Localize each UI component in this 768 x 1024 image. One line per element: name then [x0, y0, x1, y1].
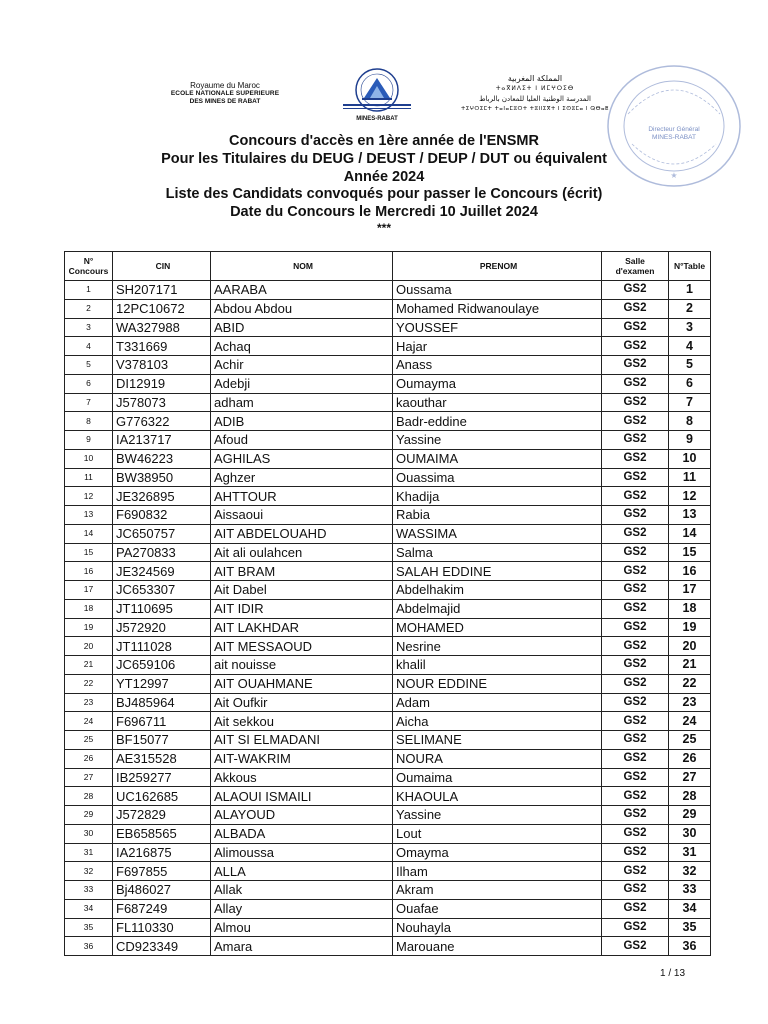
table-row [65, 899, 711, 918]
cell-table: 14 [669, 524, 711, 543]
cell-prenom: WASSIMA [393, 524, 602, 543]
cell-cin: JC650757 [113, 524, 211, 543]
cell-nom: AIT IDIR [211, 599, 393, 618]
cell-prenom: Abdelhakim [393, 581, 602, 600]
cell-salle: GS2 [602, 562, 669, 581]
cell-num: 22 [65, 674, 113, 693]
cell-nom: ALLA [211, 862, 393, 881]
cell-cin: G776322 [113, 412, 211, 431]
cell-prenom: Ouafae [393, 899, 602, 918]
cell-prenom: NOURA [393, 749, 602, 768]
cell-table: 27 [669, 768, 711, 787]
cell-cin: UC162685 [113, 787, 211, 806]
cell-prenom: Yassine [393, 806, 602, 825]
cell-nom: Afoud [211, 431, 393, 450]
cell-nom: Ait ali oulahcen [211, 543, 393, 562]
cell-num: 33 [65, 881, 113, 900]
cell-num: 5 [65, 356, 113, 375]
cell-table: 20 [669, 637, 711, 656]
cell-cin: BW38950 [113, 468, 211, 487]
cell-cin: J578073 [113, 393, 211, 412]
cell-prenom: NOUR EDDINE [393, 674, 602, 693]
cell-num: 19 [65, 618, 113, 637]
cell-table: 2 [669, 299, 711, 318]
cell-num: 7 [65, 393, 113, 412]
cell-num: 14 [65, 524, 113, 543]
table-row [65, 281, 711, 300]
header-num [65, 252, 113, 281]
cell-cin: J572829 [113, 806, 211, 825]
table-row [65, 356, 711, 375]
cell-num: 13 [65, 506, 113, 525]
cell-num: 6 [65, 374, 113, 393]
cell-nom: Ait Oufkir [211, 693, 393, 712]
cell-num: 24 [65, 712, 113, 731]
cell-num: 3 [65, 318, 113, 337]
cell-nom: AIT SI ELMADANI [211, 731, 393, 750]
cell-num: 9 [65, 431, 113, 450]
cell-nom: Achir [211, 356, 393, 375]
cell-num: 17 [65, 581, 113, 600]
cell-cin: IB259277 [113, 768, 211, 787]
cell-cin: F697855 [113, 862, 211, 881]
candidates-table [64, 251, 711, 956]
cell-cin: FL110330 [113, 918, 211, 937]
cell-num: 8 [65, 412, 113, 431]
table-row [65, 918, 711, 937]
cell-prenom: YOUSSEF [393, 318, 602, 337]
cell-table: 7 [669, 393, 711, 412]
cell-table: 16 [669, 562, 711, 581]
cell-salle: GS2 [602, 618, 669, 637]
school-name-tifinagh: ⵜⵉⵖⵔⵉⵎⵜ ⵜⴰⵏⴰⵎⵓⵔⵜ ⵜⵓⵏⵏⵉⴳⵜ ⵏ ⵉⵙⵓⵎⴰ ⵏ ⵕⴱⴰⵟ [461, 106, 609, 112]
cell-table: 23 [669, 693, 711, 712]
cell-salle: GS2 [602, 768, 669, 787]
cell-prenom: Ouassima [393, 468, 602, 487]
cell-nom: Almou [211, 918, 393, 937]
cell-nom: Aissaoui [211, 506, 393, 525]
cell-cin: F690832 [113, 506, 211, 525]
table-row [65, 749, 711, 768]
cell-num: 26 [65, 749, 113, 768]
cell-cin: AE315528 [113, 749, 211, 768]
school-name-arabic: المدرسة الوطنية العليا للمعادن بالرباط [479, 95, 591, 103]
cell-salle: GS2 [602, 862, 669, 881]
cell-num: 15 [65, 543, 113, 562]
cell-salle: GS2 [602, 468, 669, 487]
cell-table: 17 [669, 581, 711, 600]
table-row [65, 806, 711, 825]
cell-prenom: Khadija [393, 487, 602, 506]
cell-num: 4 [65, 337, 113, 356]
table-row [65, 524, 711, 543]
cell-num: 16 [65, 562, 113, 581]
cell-nom: AGHILAS [211, 449, 393, 468]
cell-table: 35 [669, 918, 711, 937]
cell-nom: ait nouisse [211, 656, 393, 675]
cell-num: 20 [65, 637, 113, 656]
cell-table: 25 [669, 731, 711, 750]
cell-prenom: Yassine [393, 431, 602, 450]
cell-cin: EB658565 [113, 824, 211, 843]
table-row [65, 431, 711, 450]
cell-cin: CD923349 [113, 937, 211, 956]
cell-cin: BF15077 [113, 731, 211, 750]
cell-num: 25 [65, 731, 113, 750]
cell-nom: AIT OUAHMANE [211, 674, 393, 693]
cell-nom: Achaq [211, 337, 393, 356]
cell-table: 19 [669, 618, 711, 637]
cell-salle: GS2 [602, 487, 669, 506]
cell-salle: GS2 [602, 356, 669, 375]
cell-num: 21 [65, 656, 113, 675]
cell-table: 15 [669, 543, 711, 562]
cell-salle: GS2 [602, 412, 669, 431]
cell-nom: AIT ABDELOUAHD [211, 524, 393, 543]
cell-cin: F687249 [113, 899, 211, 918]
cell-salle: GS2 [602, 506, 669, 525]
cell-prenom: SELIMANE [393, 731, 602, 750]
cell-prenom: Omayma [393, 843, 602, 862]
header-salle-line1: Salle [625, 256, 645, 266]
cell-cin: T331669 [113, 337, 211, 356]
stamp-line2: MINES-RABAT [652, 134, 696, 141]
cell-cin: V378103 [113, 356, 211, 375]
cell-salle: GS2 [602, 937, 669, 956]
school-name-line1: ECOLE NATIONALE SUPERIEURE [170, 90, 280, 97]
table-row [65, 299, 711, 318]
cell-nom: Allay [211, 899, 393, 918]
title-separator: *** [376, 220, 391, 235]
svg-text:★: ★ [670, 171, 678, 180]
table-row [65, 468, 711, 487]
cell-nom: AIT BRAM [211, 562, 393, 581]
cell-num: 23 [65, 693, 113, 712]
header-cin: CIN [113, 252, 211, 281]
cell-cin: JC659106 [113, 656, 211, 675]
cell-num: 28 [65, 787, 113, 806]
cell-nom: AIT-WAKRIM [211, 749, 393, 768]
cell-num: 36 [65, 937, 113, 956]
cell-prenom: KHAOULA [393, 787, 602, 806]
cell-table: 24 [669, 712, 711, 731]
cell-num: 35 [65, 918, 113, 937]
cell-num: 32 [65, 862, 113, 881]
cell-num: 11 [65, 468, 113, 487]
header-salle-line2: d'examen [615, 266, 655, 276]
cell-prenom: SALAH EDDINE [393, 562, 602, 581]
cell-salle: GS2 [602, 431, 669, 450]
cell-nom: ADIB [211, 412, 393, 431]
cell-nom: AIT LAKHDAR [211, 618, 393, 637]
cell-prenom: Abdelmajid [393, 599, 602, 618]
cell-num: 2 [65, 299, 113, 318]
cell-salle: GS2 [602, 712, 669, 731]
cell-table: 1 [669, 281, 711, 300]
table-row [65, 843, 711, 862]
title-eligibility: Pour les Titulaires du DEUG / DEUST / DEUP / DUT ou équivalent [161, 150, 607, 167]
table-row [65, 881, 711, 900]
cell-table: 4 [669, 337, 711, 356]
header-num-line2: Concours [68, 266, 109, 276]
cell-salle: GS2 [602, 881, 669, 900]
cell-salle: GS2 [602, 524, 669, 543]
cell-table: 34 [669, 899, 711, 918]
table-row [65, 787, 711, 806]
cell-salle: GS2 [602, 318, 669, 337]
table-row [65, 543, 711, 562]
table-row [65, 337, 711, 356]
cell-prenom: Aicha [393, 712, 602, 731]
table-row [65, 618, 711, 637]
cell-prenom: Marouane [393, 937, 602, 956]
cell-cin: PA270833 [113, 543, 211, 562]
cell-salle: GS2 [602, 787, 669, 806]
cell-salle: GS2 [602, 299, 669, 318]
title-year: Année 2024 [343, 168, 425, 185]
cell-salle: GS2 [602, 656, 669, 675]
school-name-line2: DES MINES DE RABAT [189, 98, 261, 105]
header-prenom: PRENOM [393, 252, 602, 281]
cell-num: 34 [65, 899, 113, 918]
cell-prenom: Nouhayla [393, 918, 602, 937]
table-row [65, 824, 711, 843]
table-header-row [65, 252, 711, 281]
cell-nom: AIT MESSAOUD [211, 637, 393, 656]
cell-nom: Adebji [211, 374, 393, 393]
table-row [65, 599, 711, 618]
title-date: Date du Concours le Mercredi 10 Juillet 2024 [230, 204, 538, 221]
cell-prenom: Oumaima [393, 768, 602, 787]
document-titles [60, 133, 708, 234]
table-row [65, 768, 711, 787]
cell-prenom: Nesrine [393, 637, 602, 656]
page-indicator: 1 / 13 [660, 968, 686, 979]
cell-salle: GS2 [602, 599, 669, 618]
cell-table: 5 [669, 356, 711, 375]
cell-salle: GS2 [602, 543, 669, 562]
table-row [65, 731, 711, 750]
table-row [65, 937, 711, 956]
cell-table: 26 [669, 749, 711, 768]
table-row [65, 562, 711, 581]
cell-salle: GS2 [602, 749, 669, 768]
kingdom-label: Royaume du Maroc [190, 81, 260, 90]
kingdom-label-arabic: المملكة المغربية [507, 74, 563, 83]
cell-num: 10 [65, 449, 113, 468]
cell-nom: AHTTOUR [211, 487, 393, 506]
cell-salle: GS2 [602, 731, 669, 750]
header-salle [602, 252, 669, 281]
cell-cin: SH207171 [113, 281, 211, 300]
cell-cin: IA213717 [113, 431, 211, 450]
cell-cin: 12PC10672 [113, 299, 211, 318]
cell-table: 6 [669, 374, 711, 393]
cell-table: 13 [669, 506, 711, 525]
cell-prenom: kaouthar [393, 393, 602, 412]
header-num-line1: N° [83, 256, 94, 266]
cell-prenom: OUMAIMA [393, 449, 602, 468]
cell-nom: Ait sekkou [211, 712, 393, 731]
cell-prenom: Oumayma [393, 374, 602, 393]
cell-prenom: Hajar [393, 337, 602, 356]
table-body [65, 281, 711, 956]
cell-salle: GS2 [602, 693, 669, 712]
stamp-line1: Directeur Général [648, 126, 700, 133]
cell-salle: GS2 [602, 281, 669, 300]
cell-prenom: Oussama [393, 281, 602, 300]
cell-table: 22 [669, 674, 711, 693]
cell-table: 11 [669, 468, 711, 487]
table-row [65, 412, 711, 431]
cell-salle: GS2 [602, 674, 669, 693]
cell-cin: J572920 [113, 618, 211, 637]
cell-prenom: Badr-eddine [393, 412, 602, 431]
cell-table: 9 [669, 431, 711, 450]
table-row [65, 393, 711, 412]
cell-nom: Abdou Abdou [211, 299, 393, 318]
cell-salle: GS2 [602, 824, 669, 843]
header-nom: NOM [211, 252, 393, 281]
cell-salle: GS2 [602, 637, 669, 656]
table-row [65, 656, 711, 675]
cell-cin: Bj486027 [113, 881, 211, 900]
cell-table: 8 [669, 412, 711, 431]
table-row [65, 487, 711, 506]
table-row [65, 674, 711, 693]
cell-num: 1 [65, 281, 113, 300]
cell-cin: BW46223 [113, 449, 211, 468]
cell-salle: GS2 [602, 843, 669, 862]
cell-nom: ALAOUI ISMAILI [211, 787, 393, 806]
cell-cin: JE324569 [113, 562, 211, 581]
cell-nom: adham [211, 393, 393, 412]
kingdom-label-tifinagh: ⵜⴰⴳⵍⴷⵉⵜ ⵏ ⵍⵎⵖⵔⵉⴱ [495, 85, 575, 92]
cell-nom: ALAYOUD [211, 806, 393, 825]
cell-nom: Alimoussa [211, 843, 393, 862]
cell-cin: JT110695 [113, 599, 211, 618]
cell-nom: ALBADA [211, 824, 393, 843]
cell-cin: YT12997 [113, 674, 211, 693]
cell-prenom: Salma [393, 543, 602, 562]
header-table: N°Table [669, 252, 711, 281]
cell-num: 12 [65, 487, 113, 506]
cell-nom: Amara [211, 937, 393, 956]
table-row [65, 637, 711, 656]
cell-cin: BJ485964 [113, 693, 211, 712]
cell-salle: GS2 [602, 374, 669, 393]
table-row [65, 693, 711, 712]
cell-table: 30 [669, 824, 711, 843]
cell-salle: GS2 [602, 393, 669, 412]
logo-label: MINES-RABAT [356, 116, 398, 122]
table-row [65, 374, 711, 393]
cell-prenom: Adam [393, 693, 602, 712]
cell-prenom: Ilham [393, 862, 602, 881]
table-row [65, 581, 711, 600]
cell-cin: JE326895 [113, 487, 211, 506]
cell-table: 28 [669, 787, 711, 806]
table-row [65, 712, 711, 731]
cell-salle: GS2 [602, 337, 669, 356]
cell-salle: GS2 [602, 918, 669, 937]
cell-nom: ABID [211, 318, 393, 337]
cell-prenom: MOHAMED [393, 618, 602, 637]
cell-table: 21 [669, 656, 711, 675]
cell-table: 32 [669, 862, 711, 881]
cell-cin: WA327988 [113, 318, 211, 337]
cell-nom: Ait Dabel [211, 581, 393, 600]
cell-table: 3 [669, 318, 711, 337]
cell-prenom: Mohamed Ridwanoulaye [393, 299, 602, 318]
cell-table: 29 [669, 806, 711, 825]
cell-table: 12 [669, 487, 711, 506]
cell-cin: DI12919 [113, 374, 211, 393]
cell-prenom: Anass [393, 356, 602, 375]
cell-cin: F696711 [113, 712, 211, 731]
cell-table: 10 [669, 449, 711, 468]
table-row [65, 862, 711, 881]
title-contest: Concours d'accès en 1ère année de l'ENSMR [229, 133, 539, 149]
cell-num: 27 [65, 768, 113, 787]
cell-prenom: Rabia [393, 506, 602, 525]
cell-table: 31 [669, 843, 711, 862]
cell-cin: JT111028 [113, 637, 211, 656]
cell-nom: Aghzer [211, 468, 393, 487]
cell-salle: GS2 [602, 449, 669, 468]
table-row [65, 449, 711, 468]
cell-cin: IA216875 [113, 843, 211, 862]
cell-table: 33 [669, 881, 711, 900]
cell-nom: Allak [211, 881, 393, 900]
cell-num: 31 [65, 843, 113, 862]
cell-nom: Akkous [211, 768, 393, 787]
cell-table: 18 [669, 599, 711, 618]
institution-block [135, 82, 315, 106]
cell-num: 29 [65, 806, 113, 825]
cell-salle: GS2 [602, 806, 669, 825]
title-list: Liste des Candidats convoqués pour passer le Concours (écrit) [165, 186, 603, 203]
cell-prenom: khalil [393, 656, 602, 675]
cell-num: 30 [65, 824, 113, 843]
cell-table: 36 [669, 937, 711, 956]
cell-salle: GS2 [602, 899, 669, 918]
cell-prenom: Lout [393, 824, 602, 843]
cell-salle: GS2 [602, 581, 669, 600]
cell-prenom: Akram [393, 881, 602, 900]
table-row [65, 318, 711, 337]
cell-cin: JC653307 [113, 581, 211, 600]
cell-num: 18 [65, 599, 113, 618]
table-row [65, 506, 711, 525]
cell-nom: AARABA [211, 281, 393, 300]
